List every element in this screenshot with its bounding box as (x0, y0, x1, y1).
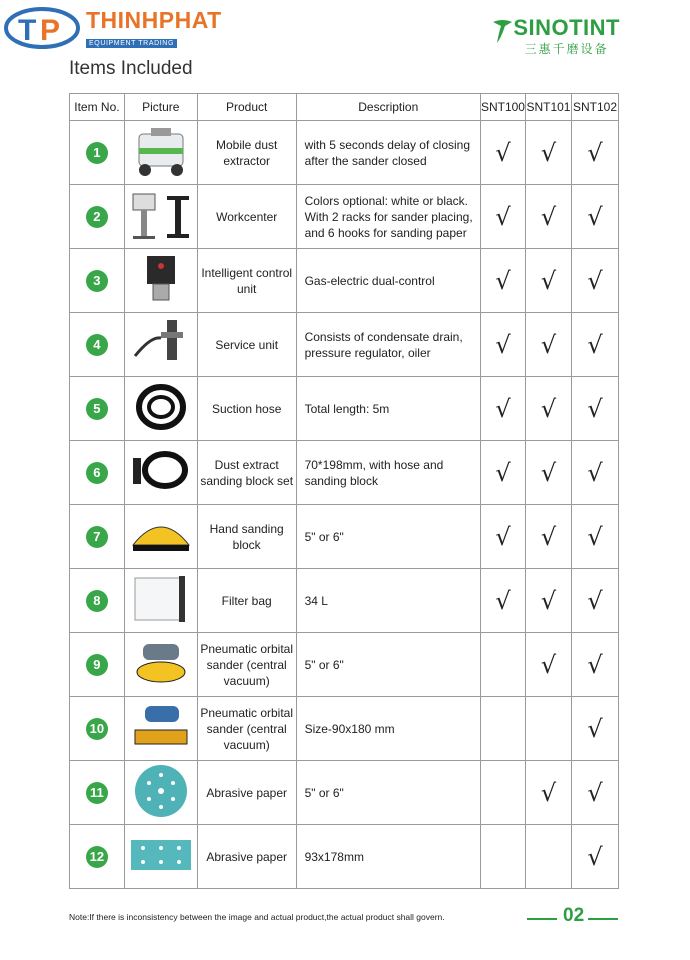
product-description: Gas-electric dual-control (296, 249, 480, 313)
product-description: 5" or 6" (296, 633, 480, 697)
product-name: Suction hose (197, 377, 296, 441)
snt101-cell (525, 505, 571, 569)
product-description: Total length: 5m (296, 377, 480, 441)
picture-cell (124, 825, 197, 889)
footer-note: Note:If there is inconsistency between the image and actual product,the actual product shall govern. (69, 912, 445, 922)
snt102-cell (571, 633, 618, 697)
table-row (70, 313, 619, 377)
item-number-badge: 4 (86, 334, 108, 356)
picture-cell (124, 697, 197, 761)
picture-cell (124, 249, 197, 313)
product-name: Hand sanding block (197, 505, 296, 569)
table-row (70, 633, 619, 697)
snt102-check: √ (587, 522, 603, 551)
product-name: Service unit (197, 313, 296, 377)
item-number-badge: 12 (86, 846, 108, 868)
snt101-check: √ (540, 330, 557, 359)
col-header-picture: Picture (124, 94, 197, 121)
snt102-cell (571, 121, 618, 185)
snt102-check: √ (587, 330, 603, 359)
snt102-check: √ (587, 778, 603, 807)
snt100-cell (480, 313, 525, 377)
product-description: 34 L (296, 569, 480, 633)
thinhphat-logo-icon (4, 4, 82, 50)
snt100-cell (480, 697, 525, 761)
product-description: with 5 seconds delay of closing after the sander closed (296, 121, 480, 185)
snt102-check: √ (587, 266, 603, 295)
hand-sanding-block-image (129, 515, 193, 558)
item-number-badge: 10 (86, 718, 108, 740)
snt102-check: √ (587, 842, 603, 871)
snt102-cell (571, 377, 618, 441)
snt101-check: √ (540, 138, 557, 167)
round-abrasive-image (133, 763, 189, 822)
snt100-cell (480, 505, 525, 569)
snt102-cell (571, 313, 618, 377)
snt100-cell (480, 441, 525, 505)
picture-cell (124, 633, 197, 697)
product-description: 5" or 6" (296, 505, 480, 569)
item-number-cell (70, 185, 125, 249)
snt102-check: √ (587, 394, 603, 423)
page-title: Items Included (69, 58, 193, 79)
item-number-cell (70, 697, 125, 761)
table-row (70, 569, 619, 633)
product-name: Abrasive paper (197, 761, 296, 825)
page-rule-left (527, 918, 557, 920)
table-row (70, 505, 619, 569)
snt101-check: √ (540, 586, 557, 615)
item-number-cell (70, 761, 125, 825)
snt101-cell (525, 697, 571, 761)
snt102-cell (571, 697, 618, 761)
snt101-cell (525, 569, 571, 633)
snt101-check: √ (540, 394, 557, 423)
product-description: Size-90x180 mm (296, 697, 480, 761)
product-name: Dust extract sanding block set (197, 441, 296, 505)
item-number-badge: 9 (86, 654, 108, 676)
snt101-check: √ (540, 202, 557, 231)
item-number-badge: 8 (86, 590, 108, 612)
snt102-check: √ (587, 714, 603, 743)
snt102-check: √ (587, 650, 603, 679)
snt100-cell (480, 377, 525, 441)
item-number-cell (70, 633, 125, 697)
snt101-cell (525, 633, 571, 697)
snt100-check: √ (495, 202, 511, 231)
snt100-cell (480, 761, 525, 825)
snt102-check: √ (587, 458, 603, 487)
snt101-cell (525, 185, 571, 249)
svg-text:P: P (40, 14, 61, 47)
item-number-cell (70, 441, 125, 505)
table-row (70, 441, 619, 505)
col-header-snt101: SNT101 (525, 94, 571, 121)
snt101-check: √ (540, 778, 557, 807)
item-number-cell (70, 825, 125, 889)
table-row (70, 697, 619, 761)
snt101-cell (525, 761, 571, 825)
sinotint-chinese-name: 三惠千磨设备 (524, 42, 609, 56)
snt100-check: √ (495, 330, 511, 359)
snt102-cell (571, 249, 618, 313)
snt101-check: √ (540, 650, 557, 679)
item-number-badge: 1 (86, 142, 108, 164)
product-description: Consists of condensate drain, pressure regulator, oiler (296, 313, 480, 377)
table-row (70, 377, 619, 441)
snt102-cell (571, 825, 618, 889)
snt101-cell (525, 313, 571, 377)
item-number-badge: 6 (86, 462, 108, 484)
col-header-item-no: Item No. (70, 94, 125, 121)
snt101-check: √ (540, 266, 557, 295)
snt102-check: √ (587, 586, 603, 615)
workcenter-image (129, 188, 193, 245)
table-row (70, 825, 619, 889)
orbital-sander-image (129, 636, 193, 693)
items-table (69, 93, 619, 889)
table-row (70, 249, 619, 313)
rect-sander-image (129, 700, 193, 757)
picture-cell (124, 761, 197, 825)
page-rule-right (588, 918, 618, 920)
product-name: Pneumatic orbital sander (central vacuum) (197, 697, 296, 761)
snt101-cell (525, 825, 571, 889)
snt102-cell (571, 761, 618, 825)
snt101-cell (525, 441, 571, 505)
control-unit-image (141, 252, 181, 309)
brand-name: THINHPHAT (86, 7, 222, 33)
picture-cell (124, 121, 197, 185)
picture-cell (124, 313, 197, 377)
col-header-snt102: SNT102 (571, 94, 618, 121)
table-header-row (70, 94, 619, 121)
product-description: 93x178mm (296, 825, 480, 889)
brand-block (86, 8, 222, 50)
snt100-cell (480, 633, 525, 697)
snt101-cell (525, 377, 571, 441)
dust-extract-block-image (129, 444, 193, 501)
table-row (70, 121, 619, 185)
snt101-check: √ (540, 522, 557, 551)
snt100-cell (480, 825, 525, 889)
snt100-cell (480, 249, 525, 313)
snt101-check: √ (540, 458, 557, 487)
snt102-check: √ (587, 138, 603, 167)
dust-extractor-image (131, 124, 191, 181)
snt102-cell (571, 185, 618, 249)
picture-cell (124, 505, 197, 569)
suction-hose-image (133, 380, 189, 437)
filter-bag-image (129, 572, 193, 629)
table-row (70, 185, 619, 249)
picture-cell (124, 569, 197, 633)
product-description: 70*198mm, with hose and sanding block (296, 441, 480, 505)
picture-cell (124, 185, 197, 249)
page-number: 02 (563, 905, 585, 926)
sinotint-logo (513, 16, 620, 60)
picture-cell (124, 441, 197, 505)
item-number-badge: 2 (86, 206, 108, 228)
snt100-check: √ (495, 266, 511, 295)
snt100-check: √ (495, 138, 511, 167)
table-row (70, 761, 619, 825)
snt100-cell (480, 185, 525, 249)
snt100-cell (480, 121, 525, 185)
svg-text:T: T (18, 14, 37, 47)
item-number-cell (70, 121, 125, 185)
snt100-check: √ (495, 522, 511, 551)
item-number-cell (70, 505, 125, 569)
product-name: Mobile dust extractor (197, 121, 296, 185)
item-number-badge: 3 (86, 270, 108, 292)
snt102-check: √ (587, 202, 603, 231)
snt101-cell (525, 121, 571, 185)
product-name: Abrasive paper (197, 825, 296, 889)
item-number-badge: 5 (86, 398, 108, 420)
item-number-badge: 11 (86, 782, 108, 804)
rect-abrasive-image (129, 838, 193, 875)
item-number-badge: 7 (86, 526, 108, 548)
sinotint-name: SINOTINT (513, 15, 620, 40)
item-number-cell (70, 569, 125, 633)
snt100-check: √ (495, 458, 511, 487)
snt100-check: √ (495, 586, 511, 615)
product-name: Pneumatic orbital sander (central vacuum) (197, 633, 296, 697)
product-name: Intelligent control unit (197, 249, 296, 313)
product-description: 5" or 6" (296, 761, 480, 825)
brand-subtitle: EQUIPMENT TRADING (86, 39, 177, 48)
snt100-check: √ (495, 394, 511, 423)
snt102-cell (571, 569, 618, 633)
service-unit-image (131, 316, 191, 373)
col-header-product: Product (197, 94, 296, 121)
item-number-cell (70, 313, 125, 377)
col-header-snt100: SNT100 (480, 94, 525, 121)
snt101-cell (525, 249, 571, 313)
sinotint-mark-icon (491, 18, 513, 44)
product-description: Colors optional: white or black. With 2 racks for sander placing, and 6 hooks for sanding paper (296, 185, 480, 249)
item-number-cell (70, 249, 125, 313)
snt100-cell (480, 569, 525, 633)
snt102-cell (571, 505, 618, 569)
product-name: Workcenter (197, 185, 296, 249)
product-name: Filter bag (197, 569, 296, 633)
item-number-cell (70, 377, 125, 441)
picture-cell (124, 377, 197, 441)
col-header-description: Description (296, 94, 480, 121)
snt102-cell (571, 441, 618, 505)
